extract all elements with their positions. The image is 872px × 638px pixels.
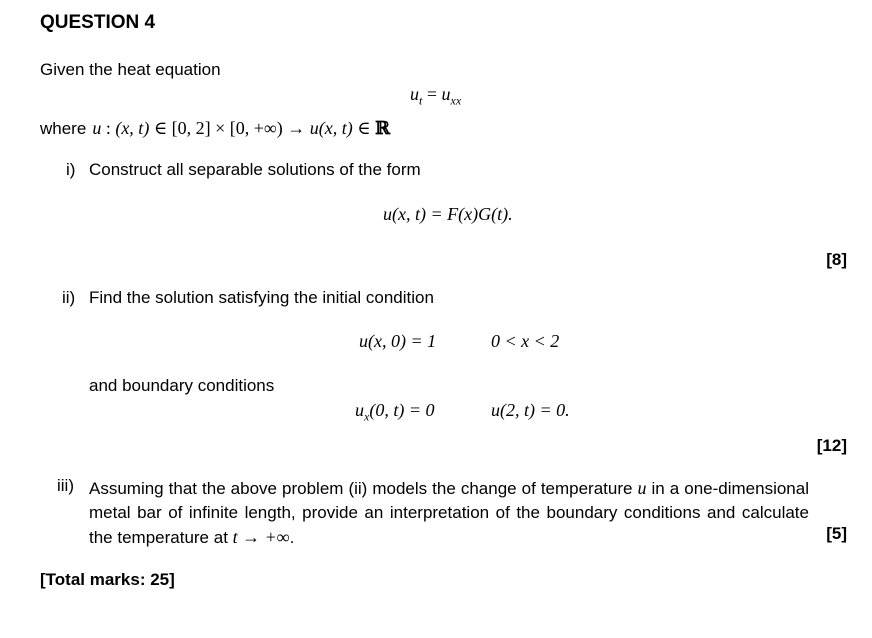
part-i-marks: [8] [826, 250, 847, 269]
part-ii-label: ii) [62, 288, 76, 307]
boundary-condition-1: $u_x(0$, t) = 0 [355, 400, 435, 424]
boundary-condition-2: u(2, t) = 0. [491, 400, 570, 420]
part-ii-marks: [12] [816, 436, 847, 455]
heat-equation: $u_t = u_{xx}$ [410, 84, 462, 108]
part-ii-text: Find the solution satisfying the initial condition [89, 288, 434, 307]
part-iii-label: iii) [57, 476, 74, 495]
initial-range: 0 < x < 2 [491, 331, 560, 351]
total-marks: [Total marks: 25] [40, 570, 175, 589]
question-heading: QUESTION 4 [40, 12, 156, 33]
boundary-conditions-text: and boundary conditions [89, 376, 275, 395]
part-iii-text: Assuming that the above problem (ii) models the change of temperature u in a one-dimensional metal bar of infinite length, provide an interpretation of the boundary conditions and calculate the temperature at t → +∞. [89, 478, 809, 547]
domain-formula: u : (x, t) ∈ [0, 2] × [0, +∞) → u(x, t) ∈ ℝ [92, 118, 391, 139]
part-i-text: Construct all separable solutions of the form [89, 160, 421, 179]
initial-condition: u(x, 0) = 1 [359, 331, 437, 351]
intro-text: Given the heat equation [40, 60, 221, 79]
where-word: where [40, 119, 87, 138]
part-i-label: i) [66, 160, 76, 179]
part-iii-marks: [5] [826, 524, 847, 543]
domain-statement [40, 118, 390, 139]
separable-form-equation: u(x, t) = F(x)G(t). [383, 204, 513, 224]
